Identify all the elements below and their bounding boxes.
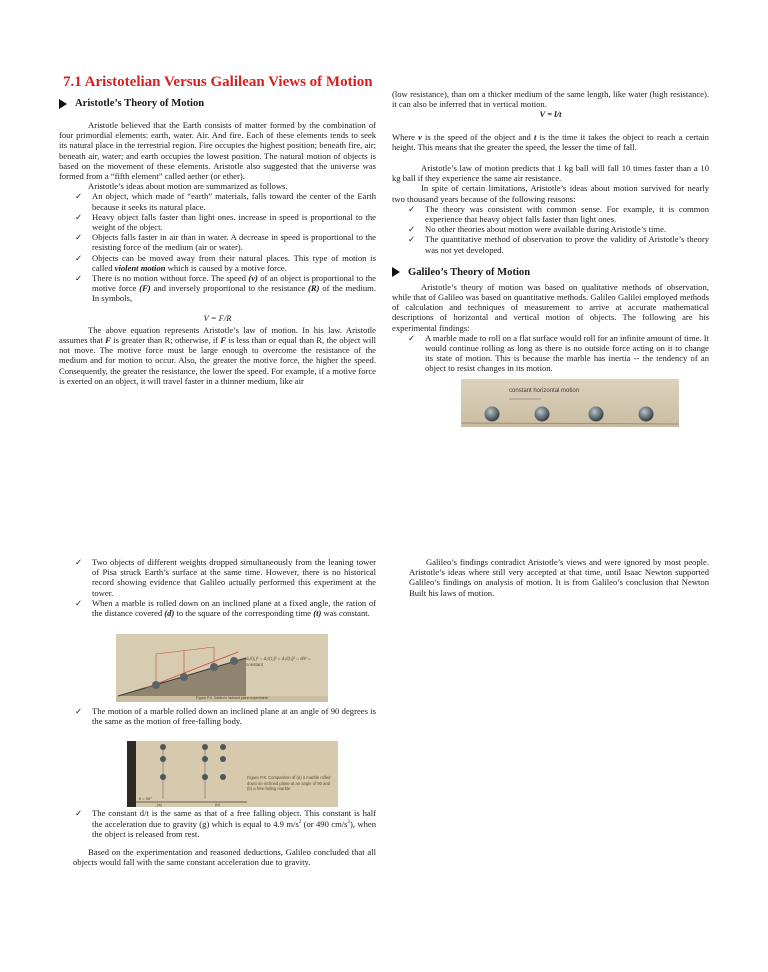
list-item-text: Heavy object falls faster than light ones. increase in speed is proportional to the weight of the object.: [92, 211, 376, 233]
list-item: [75, 232, 376, 253]
list-item-text: The quantitative method of observation to prove the validity of Aristotle’s theory was not yet developed.: [425, 234, 709, 255]
paragraph: [392, 132, 709, 152]
check-icon: ✓: [75, 807, 83, 818]
check-icon: ✓: [75, 191, 83, 202]
symbol-f: F: [220, 335, 227, 346]
aristotle-ideas-list: [59, 191, 376, 303]
list-item-text: to the square of the corresponding time: [174, 608, 314, 619]
paragraph: In spite of certain limitations, Aristotle’s ideas about motion survived for nearly two thousand years because of the following reasons:: [392, 183, 709, 204]
right-column: [392, 89, 709, 374]
list-item-text: of an object is proportional to the motive force: [92, 273, 376, 294]
list-item-text: is the same as that of a free falling object. This constant is half the acceleration due to gravity (g) which is equal to 4.9 m/s: [92, 807, 376, 829]
check-icon: ✓: [75, 273, 83, 284]
list-item-text: Objects falls faster in air than in water. A decrease in speed is proportional to the resisting force of the medium (air or water).: [92, 232, 376, 253]
aristotle-heading: [59, 97, 376, 110]
check-icon: ✓: [408, 332, 416, 343]
symbol-v: v: [418, 131, 422, 142]
vertical-motion-formula: V = l/t: [539, 109, 562, 120]
paragraph: Aristotle believed that the Earth consists of matter formed by the combination of four primordial elements: earth, water. Air. And fire. Each of these elements tends to seek its natural place in the terrestrial region. Fire occupies the highest position; beneath fire, air; beneath air, water; and earth occupies the lowest position. The natural motion of objects is based on the movement of these elements. Aristotle also suggested that the universe was formed from a “fifth element” called aether (or ether).: [59, 120, 376, 182]
check-icon: ✓: [75, 597, 83, 608]
list-item-text: and inversely proportional to the resistance: [150, 283, 309, 294]
findings-list-continued: [73, 808, 376, 839]
check-icon: ✓: [75, 232, 83, 243]
list-item-text: The motion of a marble rolled down an inclined plane at an angle of 90 degrees is the same as the motion of free-falling body.: [92, 706, 376, 727]
paragraph: [59, 325, 376, 386]
list-item-text: which is caused by a motive force.: [165, 262, 287, 273]
check-icon: ✓: [408, 234, 416, 245]
check-icon: ✓: [408, 203, 416, 214]
list-item-text: was constant.: [321, 608, 370, 619]
list-item: [75, 807, 376, 839]
list-item: [75, 273, 376, 304]
free-fall-label-a: (a): [157, 802, 162, 807]
text-run: is greater than R; otherwise, if: [110, 335, 221, 346]
check-icon: ✓: [75, 252, 83, 263]
list-item: [408, 203, 709, 225]
galileo-heading-text: Galileo’s Theory of Motion: [408, 266, 531, 278]
check-icon: ✓: [408, 224, 416, 235]
symbol-f: (F): [139, 283, 151, 294]
symbol-v: (v): [248, 273, 258, 284]
check-icon: ✓: [75, 706, 83, 717]
list-item-text: ), when the object is released from rest.: [92, 818, 376, 839]
bottom-right-column: [409, 557, 709, 598]
paragraph: (low resistance), than om a thicker medium of the same length, like water (high resistance). it can also be inferred that in vertical motion.: [392, 89, 709, 110]
free-fall-label-b: (b): [215, 802, 220, 807]
inclined-plane-photo: [116, 634, 328, 702]
inclined-plane-formula: d₁/(t₁)² = d₂/(t₂)² = d₃/(t₃)² = d/t² = constant: [246, 656, 311, 667]
aristotle-heading-text: Aristotle’s Theory of Motion: [75, 98, 205, 109]
text-run: The above equation represents Aristotle’s law of motion. In his law. Aristotle assumes that: [59, 324, 376, 346]
list-item-text: of the medium. In symbols,: [92, 283, 376, 304]
list-item: [75, 191, 376, 212]
superscript: 2: [298, 819, 302, 825]
text-run: is the time it takes the object to reach a certain height. This means that the greater the speed, the lesser the time of fall.: [392, 131, 709, 152]
galileo-heading: [392, 266, 709, 279]
list-item-text: Objects can be moved away from their natural places. This type of motion is called: [92, 252, 376, 273]
inclined-plane-caption: Figure P.9. Galileo's inclined plane experiment: [196, 696, 268, 700]
list-item-text: No other theories about motion were available during Aristotle’s time.: [425, 224, 667, 235]
free-fall-caption: Figure P.8. Comparison of (a) a marble rolled down an inclined plane at an angle of 90 and (b) a free-falling marble: [247, 775, 331, 791]
paragraph: Galileo’s findings contradict Aristotle’s views and were ignored by most people. Aristotle’s ideas where still very accepted at that time, until Isaac Newton supported Galileo’s findings on analysis of motion. It is from Galileo’s conclusion that Newton Built his laws of motion.: [409, 557, 709, 598]
left-column: [59, 74, 376, 386]
free-fall-figure: [127, 741, 338, 807]
symbol-t: (t): [313, 608, 322, 619]
paragraph: Aristotle’s ideas about motion are summarized as follows.: [88, 181, 288, 192]
list-item-text: Two objects of different weights dropped simultaneously from the leaning tower of Pisa struck Earth’s surface at the same time. However, there is no historical record showing evidence that Galileo actually performed this experiment at the tower.: [92, 557, 376, 598]
symbol-f: F: [105, 335, 111, 346]
arrow-bullet-icon: [59, 99, 67, 109]
symbol-t: t: [533, 131, 537, 142]
symbol-d: (d): [164, 608, 175, 619]
free-fall-photo: [127, 741, 338, 807]
list-item: [408, 332, 709, 374]
list-item: [75, 211, 376, 233]
list-item: [75, 597, 376, 619]
check-icon: ✓: [75, 557, 83, 567]
violent-motion-term: violent motion: [114, 262, 166, 273]
text-run: is less than or equal than R, the object will not move. The motive force must be large enough to overcome the resistance of the medium and for motion to occur. Also, the greater the motive force, the higher the speed. Consequently, the greater the resistance, the lower the speed. For example, if a motive force is exerted on an object, it will travel faster in a thinner medium, like air: [59, 335, 376, 386]
list-item-text: A marble made to roll on a flat surface would roll for an infinite amount of time. It would continue rolling as long as there is no outside force acting on it to change its state of motion. This is because the marble has inertia -- the tendency of an object to resist changes in its motion.: [425, 332, 709, 374]
text-run: Where: [392, 131, 419, 142]
reasons-list: [392, 204, 709, 255]
spacer: [392, 152, 709, 163]
list-item: [75, 557, 376, 598]
horizontal-motion-figure: [461, 379, 679, 427]
list-item-text: There is no motion without force. The speed: [92, 273, 249, 284]
paragraph: Aristotle’s theory of motion was based on qualitative methods of observation, while that of Galileo was based on quantitative methods. Galileo Galilei employed methods of calculation and techniques of measurement to arrive at accurate mathematical descriptions of horizontal and vertical motion of objects. The following are his experimental findings:: [392, 281, 709, 333]
findings-list-continued: [73, 557, 376, 618]
bottom-left-column: [73, 557, 376, 868]
findings-list-continued: [73, 706, 376, 726]
superscript: 2: [347, 819, 350, 825]
conclusion-paragraph: Based on the experimentation and reasoned deductions, Galileo concluded that all objects would fall with the same constant acceleration due to gravity.: [73, 847, 376, 868]
horizontal-motion-photo: [461, 379, 679, 427]
aristotle-law-formula: V = F/R: [203, 312, 232, 323]
list-item: [75, 252, 376, 273]
horizontal-motion-label: constant horizontal motion: [509, 388, 580, 394]
text-run: is the speed of the object and: [421, 131, 534, 142]
list-item: [408, 224, 709, 235]
spacer: [73, 839, 376, 847]
list-item: [408, 234, 709, 255]
inclined-plane-figure: [116, 634, 328, 702]
list-item-text: An object, which made of “earth” materials, falls toward the center of the Earth because it seeks its natural place.: [92, 191, 376, 212]
list-item-text: (or 490 cm/s: [301, 818, 348, 829]
symbol-r: (R): [308, 283, 320, 294]
list-item-text: The constant d/t: [92, 807, 149, 818]
check-icon: ✓: [75, 211, 83, 222]
findings-list: [392, 333, 709, 374]
paragraph: Aristotle’s law of motion predicts that 1 kg ball will fall 10 times faster than a 10 kg ball if they experience the same air resistance.: [392, 163, 709, 184]
section-title: 7.1 Aristotelian Versus Galilean Views of Motion: [63, 74, 373, 90]
list-item-text: The theory was consistent with common sense. For example, it is common experience that heavy object falls faster than light ones.: [425, 203, 709, 225]
list-item: [75, 706, 376, 727]
arrow-bullet-icon: [392, 267, 400, 277]
list-item-text: When a marble is rolled down on an inclined plane at a fixed angle, the ration of the distance covered: [92, 597, 376, 619]
free-fall-angle-label: θ = 90°: [139, 796, 152, 801]
